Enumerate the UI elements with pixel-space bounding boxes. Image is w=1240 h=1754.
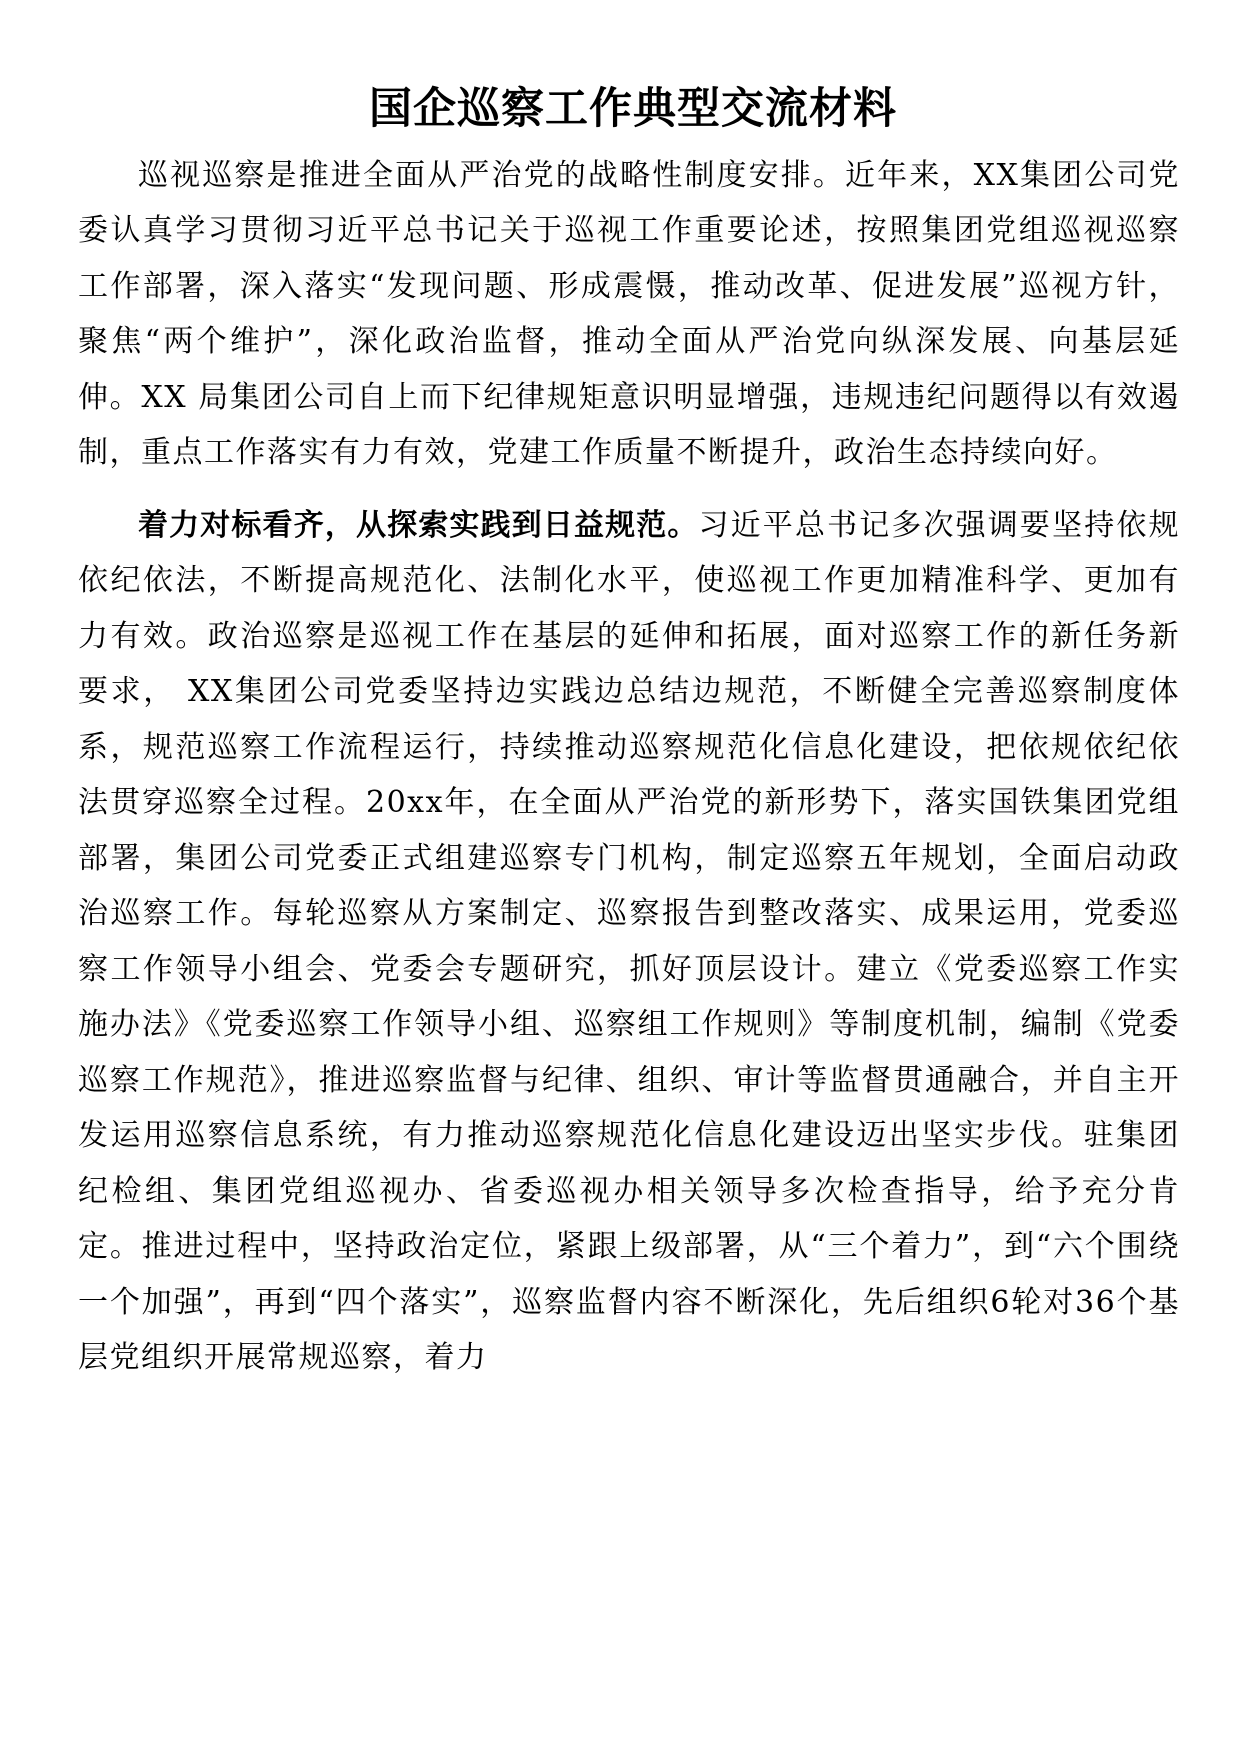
paragraph-intro: 巡视巡察是推进全面从严治党的战略性制度安排。近年来，XX集团公司党委认真学习贯彻习近平总书记关于巡视工作重要论述，按照集团党组巡视巡察工作部署，深入落实“发现问题、形成震慑，推动改革、促进发展”巡视方针，聚焦“两个维护”，深化政治监督，推动全面从严治党向纵深发展、向基层延伸。XX 局集团公司自上而下纪律规矩意识明显增强，违规违纪问题得以有效遏制，重点工作落实有力有效，党建工作质量不断提升，政治生态持续向好。 <box>78 157 1180 471</box>
paragraph-body-text: 习近平总书记多次强调要坚持依规依纪依法，不断提高规范化、法制化水平，使巡视工作更加精准科学、更加有力有效。政治巡察是巡视工作在基层的延伸和拓展，面对巡察工作的新任务新要求， XX集团公司党委坚持边实践边总结边规范，不断健全完善巡察制度体系，规范巡察工作流程运行，持续推动巡察规范化信息化建设，把依规依纪依法贯穿巡察全过程。20xx年，在全面从严治党的新形势下，落实国铁集团党组部署，集团公司党委正式组建巡察专门机构，制定巡察五年规划，全面启动政治巡察工作。每轮巡察从方案制定、巡察报告到整改落实、成果运用，党委巡察工作领导小组会、党委会专题研究，抓好顶层设计。建立《党委巡察工作实施办法》《党委巡察工作领导小组、巡察组工作规则》等制度机制，编制《党委巡察工作规范》，推进巡察监督与纪律、组织、审计等监督贯通融合，并自主开发运用巡察信息系统，有力推动巡察规范化信息化建设迈出坚实步伐。驻集团纪检组、集团党组巡视办、省委巡视办相关领导多次检查指导，给予充分肯定。推进过程中，坚持政治定位，紧跟上级部署，从“三个着力”，到“六个围绕一个加强”，再到“四个落实”，巡察监督内容不断深化，先后组织6轮对36个基层党组织开展常规巡察，着力 <box>78 507 1180 1376</box>
paragraph-lead-heading: 着力对标看齐，从探索实践到日益规范。 <box>138 507 699 543</box>
document-page <box>78 82 1180 1386</box>
paragraph-standardization <box>78 498 1180 1386</box>
document-title: 国企巡察工作典型交流材料 <box>369 84 897 134</box>
